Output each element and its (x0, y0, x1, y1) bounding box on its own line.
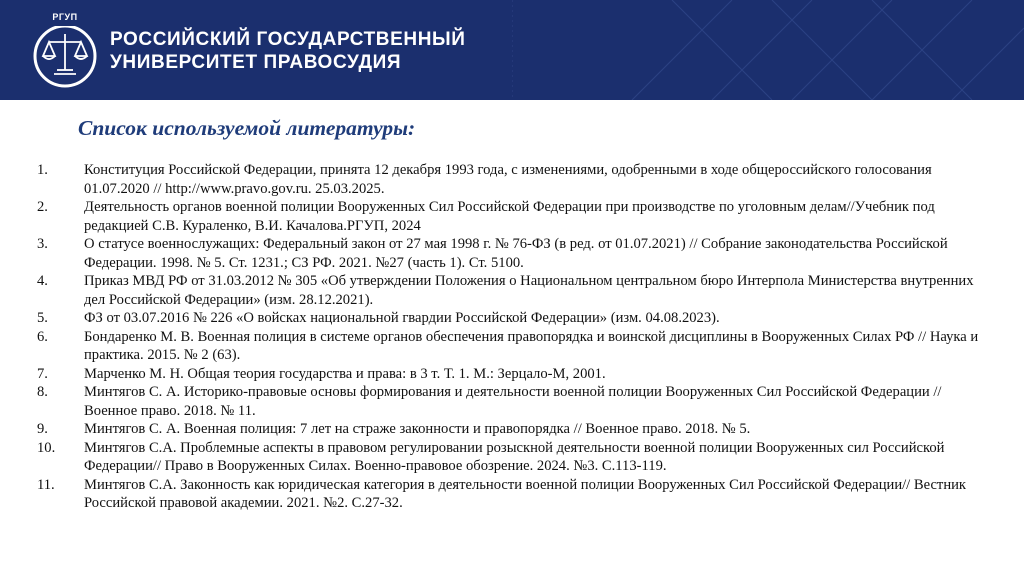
reference-text: О статусе военнослужащих: Федеральный закон от 27 мая 1998 г. № 76-ФЗ (в ред. от 01.07.2021) // Собрание законодательства Российской Федерации. 1998. № 5. Ст. 1231.; СЗ РФ. 2021. №27 (часть 1). Ст. 5100. (84, 236, 948, 271)
reference-item (37, 272, 997, 309)
reference-item (37, 420, 997, 439)
reference-text: Марченко М. Н. Общая теория государства и права: в 3 т. Т. 1. М.: Зерцало-М, 2001. (84, 365, 606, 382)
reference-text: Конституция Российской Федерации, принята 12 декабря 1993 года, с изменениями, одобренными в ходе общероссийского голосования 01.07.2020 // http://www.pravo.gov.ru. 25.03.2025. (84, 162, 932, 197)
university-name-line-2: УНИВЕРСИТЕТ ПРАВОСУДИЯ (110, 52, 402, 73)
reference-number: 6. (37, 328, 48, 345)
reference-text: Минтягов С. А. Историко-правовые основы формирования и деятельности военной полиции Вооруженных Сил Российской Федерации // Военное право. 2018. № 11. (84, 384, 942, 419)
reference-text: Деятельность органов военной полиции Вооруженных Сил Российской Федерации при производстве по уголовным делам//Учебник под редакцией С.В. Кураленко, В.И. Качалова.РГУП, 2024 (84, 199, 935, 234)
reference-number: 7. (37, 365, 48, 382)
page-title: Список используемой литературы: (78, 116, 416, 140)
reference-item (37, 309, 997, 328)
reference-number: 9. (37, 421, 48, 437)
reference-text: Бондаренко М. В. Военная полиция в системе органов обеспечения правопорядка и воинской дисциплины в Вооруженных Силах РФ // Наука и практика. 2015. № 2 (63). (84, 328, 979, 363)
header-banner (0, 0, 1024, 100)
reference-number: 4. (37, 273, 48, 289)
reference-item (37, 161, 997, 198)
reference-text: Минтягов С.А. Законность как юридическая категория в деятельности военной полиции Вооруженных Сил Российской Федерации// Вестник Российской правовой академии. 2021. №2. С.27-32. (84, 476, 967, 511)
reference-item (37, 365, 997, 384)
university-name-line-1: РОССИЙСКИЙ ГОСУДАРСТВЕННЫЙ (110, 29, 466, 50)
reference-item (37, 383, 997, 420)
reference-number: 1. (37, 162, 48, 178)
university-name (110, 28, 466, 74)
reference-text: Минтягов С.А. Проблемные аспекты в правовом регулировании розыскной деятельности военной полиции Вооруженных сил Российской Федерации// Право в Вооруженных Силах. Военно-правовое обозрение. 2024. №3. С.113-119. (84, 439, 945, 474)
reference-number: 10. (37, 439, 56, 456)
reference-item (37, 328, 997, 365)
reference-number: 3. (37, 236, 48, 252)
logo-label: РГУП (52, 12, 78, 22)
reference-text: Минтягов С. А. Военная полиция: 7 лет на страже законности и правопорядка // Военное право. 2018. № 5. (84, 421, 751, 437)
reference-number: 11. (37, 476, 55, 493)
reference-item (37, 198, 997, 235)
reference-item (37, 439, 997, 476)
reference-number: 2. (37, 199, 48, 215)
university-logo-icon (30, 12, 100, 90)
reference-text: Приказ МВД РФ от 31.03.2012 № 305 «Об утверждении Положения о Национальном центральном бюро Интерпола Министерства внутренних дел Российской Федерации» (изм. 28.12.2021). (84, 273, 974, 308)
reference-number: 8. (37, 384, 48, 400)
reference-list (37, 161, 997, 513)
reference-number: 5. (37, 310, 48, 326)
reference-item (37, 235, 997, 272)
header-decoration (512, 0, 1024, 100)
reference-item (37, 476, 997, 513)
reference-text: ФЗ от 03.07.2016 № 226 «О войсках национальной гвардии Российской Федерации» (изм. 04.08.2023). (84, 310, 720, 326)
